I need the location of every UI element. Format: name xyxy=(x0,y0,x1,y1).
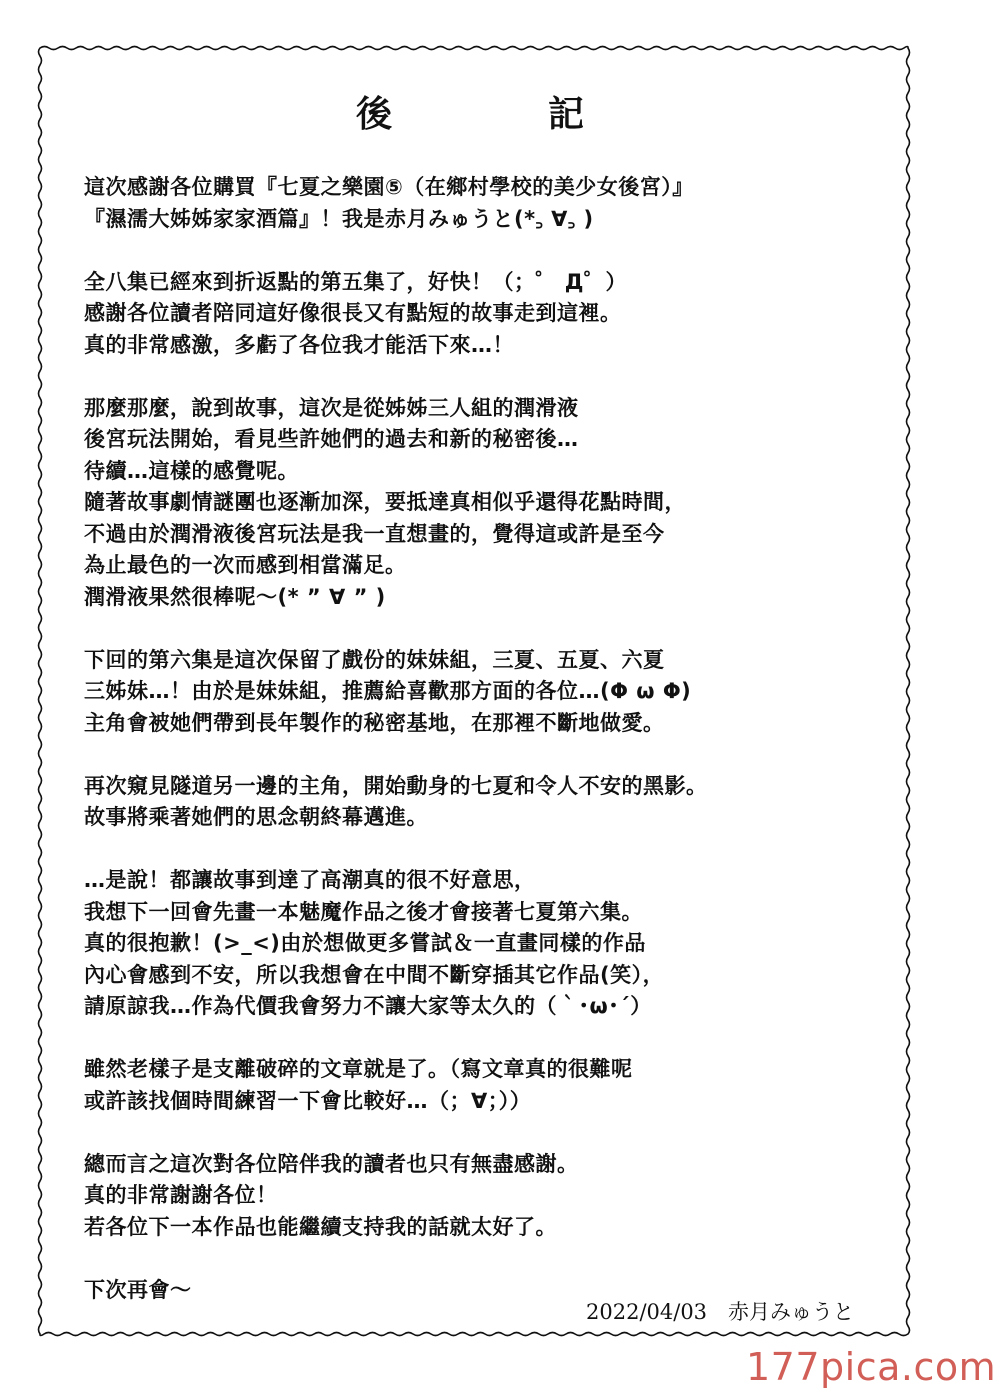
text-line: 雖然老樣子是支離破碎的文章就是了。（寫文章真的很難呢 xyxy=(84,1057,633,1081)
text-line: …是說！都讓故事到達了高潮真的很不好意思， xyxy=(84,868,536,892)
text-line: 或許該找個時間練習一下會比較好…（；∀；）） xyxy=(84,1088,532,1113)
watermark: 177pica.com xyxy=(746,1345,997,1389)
text-line: 待續…這樣的感覺呢。 xyxy=(84,458,299,483)
text-line: 那麼那麼，說到故事，這次是從姊姊三人組的潤滑液 xyxy=(84,395,579,420)
text-line: 潤滑液果然很棒呢～(* ” ∀ ” ) xyxy=(84,584,386,609)
title-char-2: 記 xyxy=(548,94,585,135)
text-line: 若各位下一本作品也能繼續支持我的話就太好了。 xyxy=(84,1214,557,1239)
text-line: 總而言之這次對各位陪伴我的讀者也只有無盡感謝。 xyxy=(84,1151,579,1176)
paragraph xyxy=(84,865,844,1023)
text-line: 內心會感到不安，所以我想會在中間不斷穿插其它作品(笑）， xyxy=(84,962,665,987)
text-line: 下回的第六集是這次保留了戲份的妹妹組，三夏、五夏、六夏 xyxy=(84,647,665,672)
paragraph xyxy=(84,645,844,740)
text-line: 『濕濡大姊姊家家酒篇』！我是赤月みゅうと(*꜆ ∀꜆ ) xyxy=(84,206,594,231)
text-line: 不過由於潤滑液後宮玩法是我一直想畫的，覺得這或許是至今 xyxy=(84,521,665,546)
text-line: 真的非常謝謝各位！ xyxy=(84,1183,278,1207)
afterword-body xyxy=(84,172,844,1338)
text-line: 請原諒我…作為代價我會努力不讓大家等太久的（｀･ω･´） xyxy=(84,994,652,1018)
text-line: 我想下一回會先畫一本魅魔作品之後才會接著七夏第六集。 xyxy=(84,899,643,924)
title-char-1: 後 xyxy=(356,94,393,135)
signature-date-author: 2022/04/03 赤月みゅうと xyxy=(586,1300,855,1324)
paragraph xyxy=(84,771,844,834)
paragraph xyxy=(84,1054,844,1117)
text-line: 真的非常感激，多虧了各位我才能活下來…！ xyxy=(84,332,514,357)
text-line: 感謝各位讀者陪同這好像很長又有點短的故事走到這裡。 xyxy=(84,301,622,325)
text-line: 後宮玩法開始，看見些許她們的過去和新的秘密後… xyxy=(84,427,579,451)
paragraph xyxy=(84,393,844,614)
text-line: 全八集已經來到折返點的第五集了，好快！（；゜ Д゜） xyxy=(84,269,628,294)
text-line: 主角會被她們帶到長年製作的秘密基地，在那裡不斷地做愛。 xyxy=(84,710,665,735)
text-line: 再次窺見隧道另一邊的主角，開始動身的七夏和令人不安的黑影。 xyxy=(84,773,708,798)
text-line: 這次感謝各位購買『七夏之樂園⑤（在鄉村學校的美少女後宮）』 xyxy=(84,175,694,199)
text-line: 真的很抱歉！(>_<)由於想做更多嘗試＆一直畫同樣的作品 xyxy=(84,931,646,955)
paragraph xyxy=(84,172,844,235)
paragraph xyxy=(84,1149,844,1244)
text-line: 隨著故事劇情謎團也逐漸加深，要抵達真相似乎還得花點時間， xyxy=(84,490,686,514)
page-title xyxy=(0,86,1000,136)
text-line: 下次再會～ xyxy=(84,1277,192,1302)
text-line: 為止最色的一次而感到相當滿足。 xyxy=(84,553,407,577)
paragraph xyxy=(84,267,844,362)
text-line: 故事將乘著她們的思念朝終幕邁進。 xyxy=(84,805,428,829)
text-line: 三姊妹…！由於是妹妹組，推薦給喜歡那方面的各位…(Φ ω Φ) xyxy=(84,679,692,703)
